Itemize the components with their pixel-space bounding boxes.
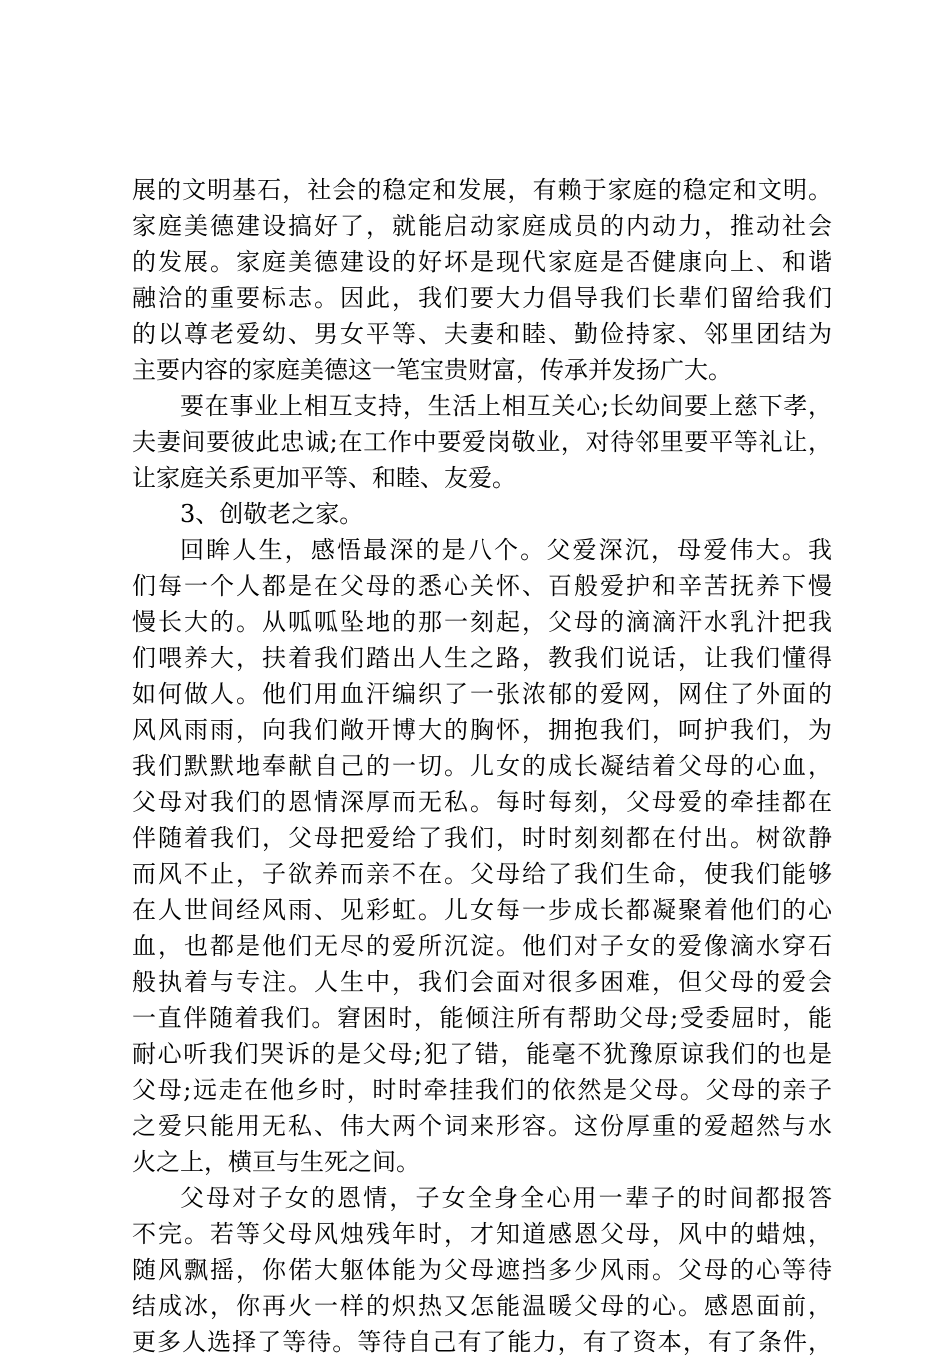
text-line: 夫妻间要彼此忠诚;在工作中要爱岗敬业，对待邻里要平等礼让， [132, 428, 832, 456]
text-line: 融洽的重要标志。因此，我们要大力倡导我们长辈们留给我们 [132, 284, 832, 312]
text-line: 的以尊老爱幼、男女平等、夫妻和睦、勤俭持家、邻里团结为 [132, 320, 832, 348]
text-line: 之爱只能用无私、伟大两个词来形容。这份厚重的爱超然与水 [132, 1112, 832, 1140]
text-line: 更多人选择了等待。等待自己有了能力，有了资本，有了条件， [132, 1328, 832, 1356]
text-line: 3、创敬老之家。 [180, 500, 364, 528]
text-line: 父母对子女的恩情，子女全身全心用一辈子的时间都报答 [180, 1184, 832, 1212]
text-line: 血，也都是他们无尽的爱所沉淀。他们对子女的爱像滴水穿石 [132, 932, 832, 960]
text-line: 的发展。家庭美德建设的好坏是现代家庭是否健康向上、和谐 [132, 248, 832, 276]
text-line: 火之上，横亘与生死之间。 [132, 1148, 420, 1176]
text-line: 慢长大的。从呱呱坠地的那一刻起，父母的滴滴汗水乳汁把我 [132, 608, 832, 636]
text-line: 般执着与专注。人生中，我们会面对很多困难，但父母的爱会 [132, 968, 832, 996]
text-line: 如何做人。他们用血汗编织了一张浓郁的爱网，网住了外面的 [132, 680, 832, 708]
text-line: 不完。若等父母风烛残年时，才知道感恩父母，风中的蜡烛， [132, 1220, 832, 1248]
document-body [132, 172, 832, 1360]
text-line: 耐心听我们哭诉的是父母;犯了错，能毫不犹豫原谅我们的也是 [132, 1040, 832, 1068]
text-line: 父母;远走在他乡时，时时牵挂我们的依然是父母。父母的亲子 [132, 1076, 832, 1104]
text-line: 家庭美德建设搞好了，就能启动家庭成员的内动力，推动社会 [132, 212, 832, 240]
text-line: 展的文明基石，社会的稳定和发展，有赖于家庭的稳定和文明。 [132, 176, 832, 204]
text-line: 让家庭关系更加平等、和睦、友爱。 [132, 464, 516, 492]
text-line: 回眸人生，感悟最深的是八个。父爱深沉，母爱伟大。我 [180, 536, 832, 564]
text-line: 们每一个人都是在父母的悉心关怀、百般爱护和辛苦抚养下慢 [132, 572, 832, 600]
text-line: 风风雨雨，向我们敞开博大的胸怀，拥抱我们，呵护我们，为 [132, 716, 832, 744]
text-line: 一直伴随着我们。窘困时，能倾注所有帮助父母;受委屈时，能 [132, 1004, 832, 1032]
text-line: 结成冰，你再火一样的炽热又怎能温暖父母的心。感恩面前， [132, 1292, 832, 1320]
text-line: 要在事业上相互支持，生活上相互关心;长幼间要上慈下孝， [180, 392, 832, 420]
text-line: 而风不止，子欲养而亲不在。父母给了我们生命，使我们能够 [132, 860, 832, 888]
text-line: 在人世间经风雨、见彩虹。儿女每一步成长都凝聚着他们的心 [132, 896, 832, 924]
text-line: 随风飘摇，你偌大躯体能为父母遮挡多少风雨。父母的心等待 [132, 1256, 832, 1284]
text-line: 主要内容的家庭美德这一笔宝贵财富，传承并发扬广大。 [132, 356, 732, 384]
text-line: 我们默默地奉献自己的一切。儿女的成长凝结着父母的心血， [132, 752, 832, 780]
text-line: 伴随着我们，父母把爱给了我们，时时刻刻都在付出。树欲静 [132, 824, 832, 852]
text-line: 们喂养大，扶着我们踏出人生之路，教我们说话，让我们懂得 [132, 644, 832, 672]
text-line: 父母对我们的恩情深厚而无私。每时每刻，父母爱的牵挂都在 [132, 788, 832, 816]
